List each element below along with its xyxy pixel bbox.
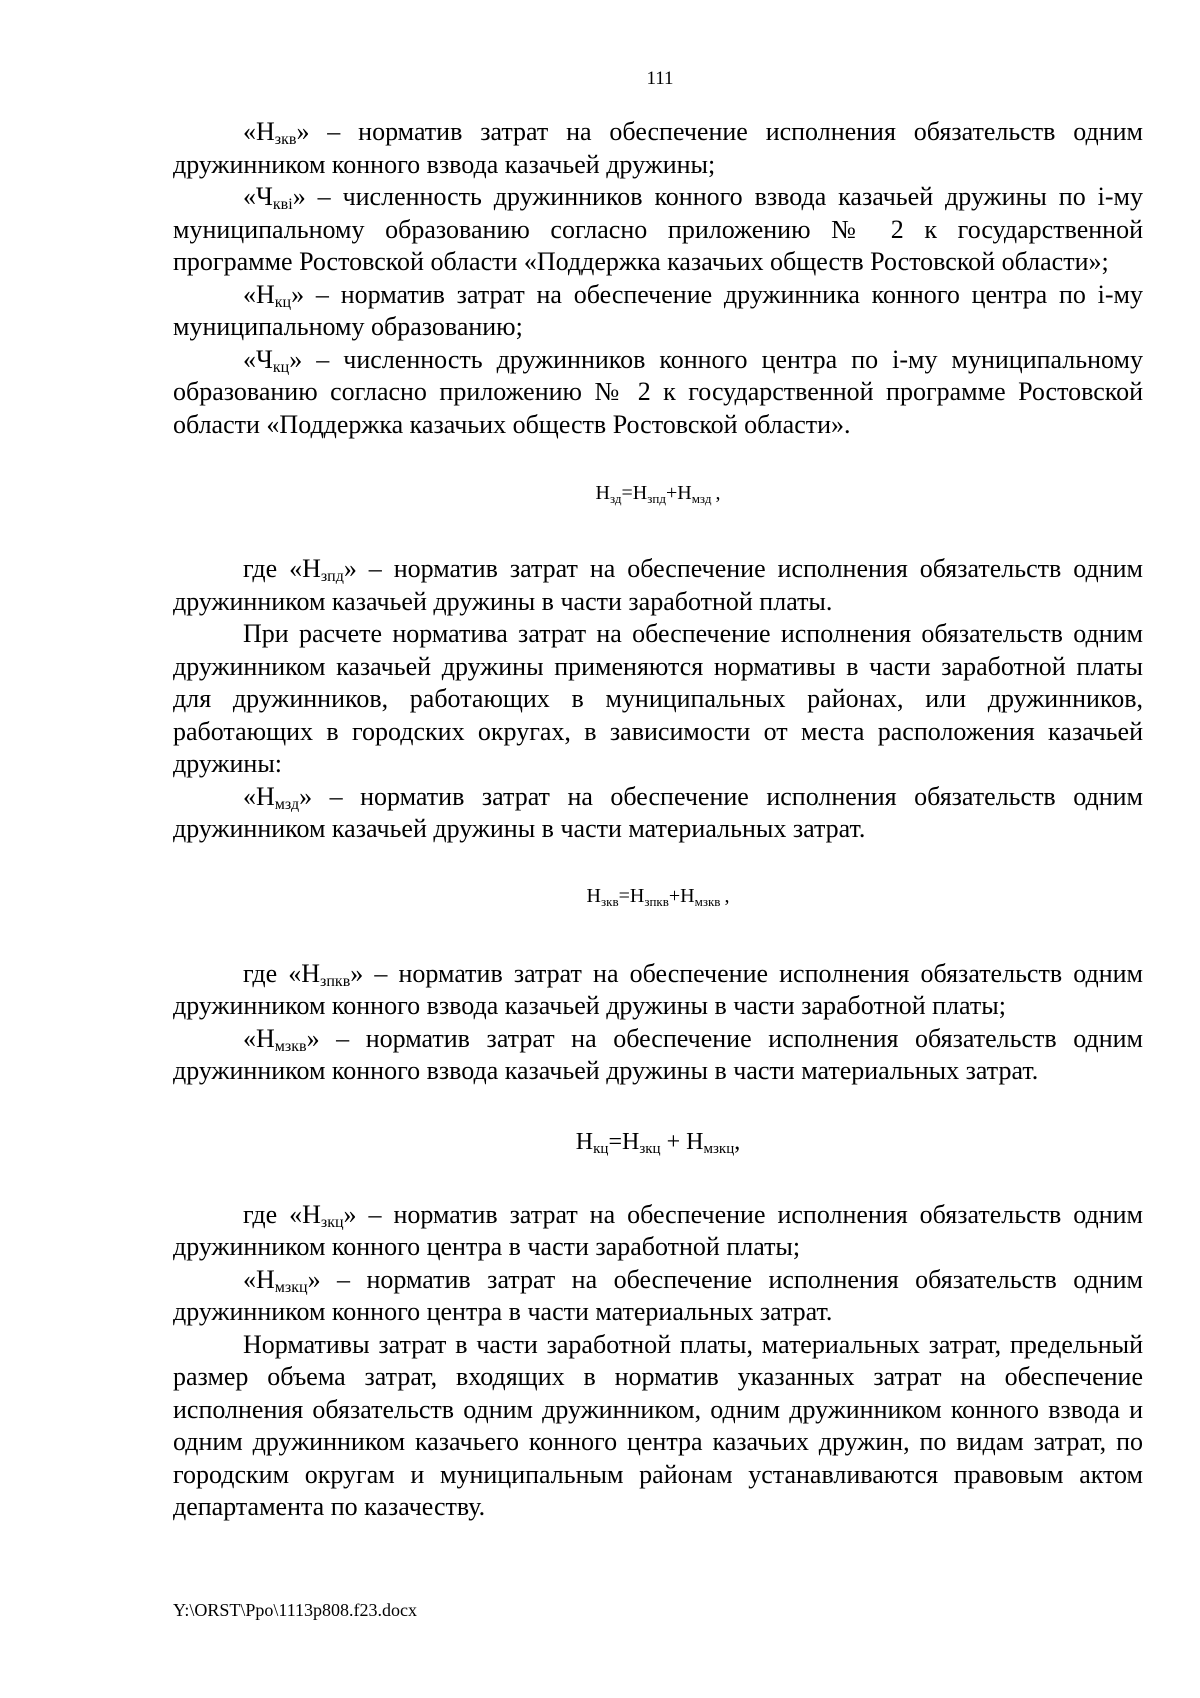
document-body	[173, 116, 1143, 1524]
paragraph-nmzkc-definition: «$Н_{мзкц}$» – норматив затрат на обеспечение исполнения обязательств одним дружинником конного центра в части материальных затрат.	[173, 1264, 1143, 1326]
paragraph-nzpkv-definition: где «$Н_{зпкв}$» – норматив затрат на обеспечение исполнения обязательств одним дружинником конного взвода казачьей дружины в части заработной платы;	[173, 958, 1143, 1020]
formula-nzd: $Н_{зд}=Н_{зпд}+Н_{мзд}$ ,	[595, 482, 721, 506]
paragraph-calculation-note: При расчете норматива затрат на обеспечение исполнения обязательств одним дружинником казачьей дружины применяются нормативы в части заработной платы для дружинников, работающих в муниципальных районах, или дружинников, работающих в городских округах, в зависимости от места расположения казачьей дружины:	[173, 619, 1143, 778]
paragraph-chkc-definition: «$Ч_{кц}$» – численность дружинников конного центра по i-му муниципальному образованию согласно приложению № 2 к государственной программе Ростовской области «Поддержка казачьих обществ Ростовской области».	[173, 344, 1143, 439]
page-number: 111	[646, 68, 674, 89]
paragraph-nzkc-definition: где «$Н_{зкц}$» – норматив затрат на обеспечение исполнения обязательств одним дружинником конного центра в части заработной платы;	[173, 1199, 1143, 1261]
formula-nkc: $Н_{кц}=Н_{зкц} + Н_{мзкц}$,	[575, 1128, 741, 1157]
paragraph-nzpd-definition: где «$Н_{зпд}$» – норматив затрат на обеспечение исполнения обязательств одним дружинником казачьей дружины в части заработной платы.	[173, 554, 1143, 616]
paragraph-nmzd-definition: «$Н_{мзд}$» – норматив затрат на обеспечение исполнения обязательств одним дружинником казачьей дружины в части материальных затрат.	[173, 781, 1143, 843]
paragraph-nmzkv-definition: «$Н_{мзкв}$» – норматив затрат на обеспечение исполнения обязательств одним дружинником конного взвода казачьей дружины в части материальных затрат.	[173, 1023, 1143, 1085]
paragraph-normatives-summary: Нормативы затрат в части заработной платы, материальных затрат, предельный размер объема затрат, входящих в норматив указанных затрат на обеспечение исполнения обязательств одним дружинником, одним дружинником конного взвода и одним дружинником казачьего конного центра казачьих дружин, по видам затрат, по городским округам и муниципальным районам устанавливаются правовым актом департамента по казачеству.	[173, 1329, 1143, 1521]
file-path-footer: Y:\ORST\Ppo\1113p808.f23.docx	[173, 1600, 418, 1620]
paragraph-nkc-definition: «$Н_{кц}$» – норматив затрат на обеспечение дружинника конного центра по i-му муниципальному образованию;	[173, 279, 1143, 341]
paragraph-nzkv-definition: «$Н_{зкв}$» – норматив затрат на обеспечение исполнения обязательств одним дружинником конного взвода казачьей дружины;	[173, 117, 1143, 179]
formula-nzkv: $Н_{зкв}=Н_{зпкв}+Н_{мзкв}$ ,	[586, 884, 730, 909]
paragraph-chkvi-definition: «$Ч_{квi}$» – численность дружинников конного взвода казачьей дружины по i-му муниципальному образованию согласно приложению № 2 к государственной программе Ростовской области «Поддержка казачьих обществ Ростовской области»;	[173, 182, 1143, 276]
